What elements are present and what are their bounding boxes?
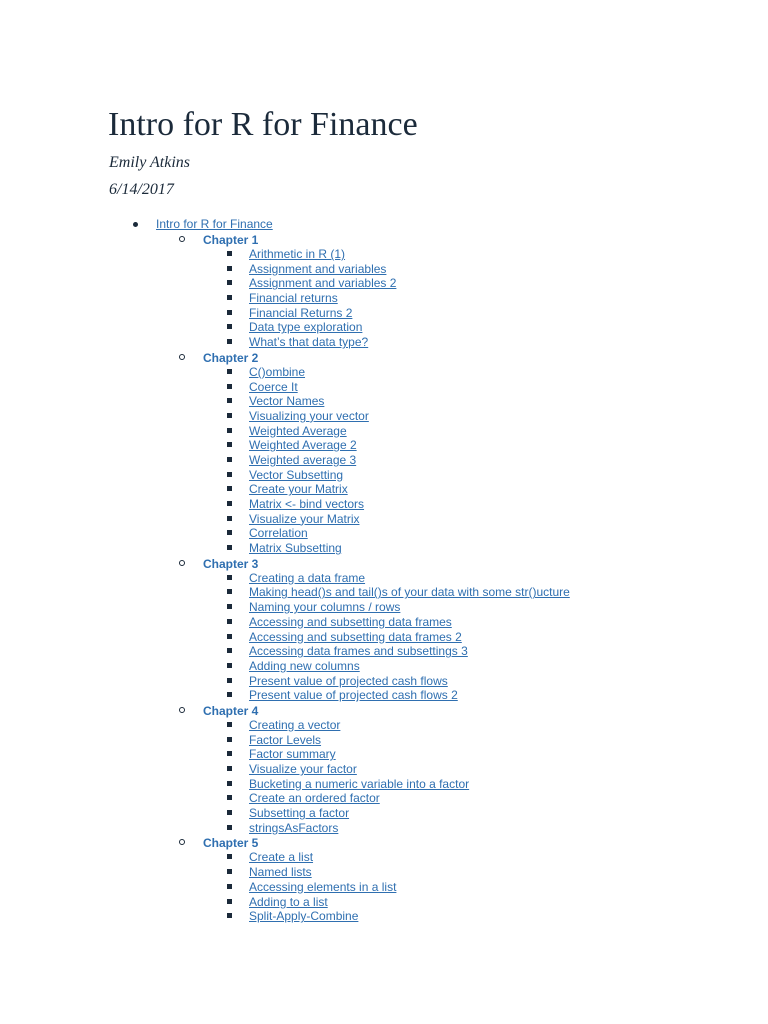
toc-section-item (249, 895, 768, 910)
toc-chapter-label[interactable]: Chapter 2 (203, 350, 259, 365)
toc-section-item (249, 453, 768, 468)
toc-section-list (249, 571, 768, 703)
document-title: Intro for R for Finance (108, 106, 418, 143)
toc-section-item (249, 585, 768, 600)
toc-section-link[interactable]: Split-Apply-Combine (249, 909, 359, 924)
toc-section-item (249, 482, 768, 497)
toc-section-item (249, 526, 768, 541)
toc-chapter-list (156, 232, 768, 924)
toc-chapter-5 (203, 835, 768, 923)
toc-section-item (249, 424, 768, 439)
toc-root-list (0, 216, 768, 924)
toc-chapter-label[interactable]: Chapter 1 (203, 233, 259, 247)
toc-section-link[interactable]: Arithmetic in R (1) (249, 247, 346, 261)
table-of-contents (0, 216, 768, 924)
toc-root-row (156, 216, 768, 232)
toc-section-link[interactable]: stringsAsFactors (249, 820, 339, 835)
toc-section-item (249, 615, 768, 630)
toc-section-item (249, 630, 768, 645)
toc-section-link[interactable]: Making head()s and tail()s of your data with some str()ucture (249, 585, 570, 600)
toc-section-item (249, 674, 768, 689)
toc-section-link[interactable]: Naming your columns / rows (249, 600, 401, 615)
toc-section-item (249, 806, 768, 821)
toc-chapter-row (203, 703, 768, 718)
toc-section-link[interactable]: Weighted Average 2 (249, 438, 357, 453)
document-author: Emily Atkins (109, 154, 191, 171)
document-date: 6/14/2017 (109, 181, 174, 198)
toc-section-link[interactable]: Accessing and subsetting data frames 2 (249, 629, 462, 644)
toc-section-item (249, 880, 768, 895)
toc-section-link[interactable]: Assignment and variables 2 (249, 276, 397, 291)
toc-section-link[interactable]: Correlation (249, 526, 308, 541)
toc-chapter-label[interactable]: Chapter 4 (203, 703, 259, 718)
toc-section-item (249, 909, 768, 924)
toc-section-item (249, 247, 768, 262)
toc-section-item (249, 497, 768, 512)
toc-section-link[interactable]: C()ombine (249, 364, 306, 379)
toc-chapter-4 (203, 703, 768, 836)
toc-section-item (249, 850, 768, 865)
toc-section-item (249, 571, 768, 586)
toc-section-item (249, 718, 768, 733)
toc-chapter-1 (203, 232, 768, 350)
toc-section-link[interactable]: Matrix Subsetting (249, 541, 342, 556)
toc-section-link[interactable]: Creating a data frame (249, 570, 366, 585)
toc-section-item (249, 512, 768, 527)
toc-section-link[interactable]: Adding new columns (249, 658, 360, 673)
toc-section-link[interactable]: Present value of projected cash flows (249, 673, 448, 688)
toc-section-link[interactable]: What’s that data type? (249, 335, 369, 350)
toc-section-item (249, 276, 768, 291)
toc-section-link[interactable]: Create an ordered factor (249, 791, 380, 806)
toc-section-link[interactable]: Visualizing your vector (249, 408, 369, 423)
toc-section-link[interactable]: Accessing data frames and subsettings 3 (249, 644, 468, 659)
toc-section-item (249, 335, 768, 350)
toc-section-item (249, 762, 768, 777)
toc-section-item (249, 688, 768, 703)
toc-chapter-row (203, 556, 768, 571)
toc-section-link[interactable]: Create a list (249, 850, 314, 865)
toc-section-link[interactable]: Accessing elements in a list (249, 879, 397, 894)
toc-section-link[interactable]: Data type exploration (249, 320, 363, 335)
toc-section-link[interactable]: Named lists (249, 865, 312, 880)
toc-section-link[interactable]: Weighted average 3 (249, 452, 357, 467)
toc-section-link[interactable]: Assignment and variables (249, 261, 387, 276)
toc-section-link[interactable]: Factor Levels (249, 732, 322, 747)
toc-section-link[interactable]: Coerce It (249, 379, 298, 394)
toc-section-link[interactable]: Accessing and subsetting data frames (249, 614, 452, 629)
toc-section-item (249, 644, 768, 659)
toc-section-link[interactable]: Weighted Average (249, 423, 347, 438)
toc-section-item (249, 365, 768, 380)
toc-section-item (249, 747, 768, 762)
toc-section-list (249, 850, 768, 923)
toc-section-link[interactable]: Vector Names (249, 394, 325, 409)
toc-section-link[interactable]: Create your Matrix (249, 482, 348, 497)
toc-chapter-3 (203, 556, 768, 703)
toc-section-item (249, 438, 768, 453)
toc-section-item (249, 306, 768, 321)
toc-section-list (249, 247, 768, 350)
toc-section-item (249, 733, 768, 748)
toc-section-link[interactable]: Matrix <- bind vectors (249, 497, 365, 511)
toc-section-link[interactable]: Bucketing a numeric variable into a factor (249, 776, 470, 791)
toc-section-link[interactable]: Adding to a list (249, 894, 328, 909)
toc-chapter-row (203, 232, 768, 247)
toc-section-link[interactable]: Financial Returns 2 (249, 305, 353, 320)
toc-section-link[interactable]: Present value of projected cash flows 2 (249, 688, 458, 703)
toc-section-item (249, 865, 768, 880)
toc-section-list (249, 365, 768, 556)
toc-chapter-row (203, 835, 768, 850)
toc-section-item (249, 291, 768, 306)
toc-section-link[interactable]: Subsetting a factor (249, 806, 350, 821)
toc-section-item (249, 380, 768, 395)
toc-section-link[interactable]: Visualize your Matrix (249, 511, 360, 526)
toc-section-item (249, 659, 768, 674)
toc-section-item (249, 468, 768, 483)
toc-section-link[interactable]: Financial returns (249, 291, 338, 306)
toc-chapter-label[interactable]: Chapter 3 (203, 556, 259, 571)
toc-section-item (249, 791, 768, 806)
toc-chapter-label[interactable]: Chapter 5 (203, 836, 259, 851)
toc-section-item (249, 821, 768, 836)
toc-section-link[interactable]: Creating a vector (249, 717, 341, 732)
toc-root-link[interactable]: Intro for R for Finance (156, 217, 273, 231)
toc-section-item (249, 541, 768, 556)
toc-section-item (249, 320, 768, 335)
toc-section-item (249, 777, 768, 792)
toc-section-item (249, 394, 768, 409)
toc-section-item (249, 262, 768, 277)
toc-section-item (249, 600, 768, 615)
toc-section-item (249, 409, 768, 424)
toc-section-list (249, 718, 768, 836)
toc-section-link[interactable]: Vector Subsetting (249, 467, 344, 482)
toc-section-link[interactable]: Factor summary (249, 747, 336, 762)
toc-root-item (0, 216, 768, 924)
toc-chapter-2 (203, 350, 768, 556)
toc-chapter-row (203, 350, 768, 365)
toc-section-link[interactable]: Visualize your factor (249, 762, 357, 776)
